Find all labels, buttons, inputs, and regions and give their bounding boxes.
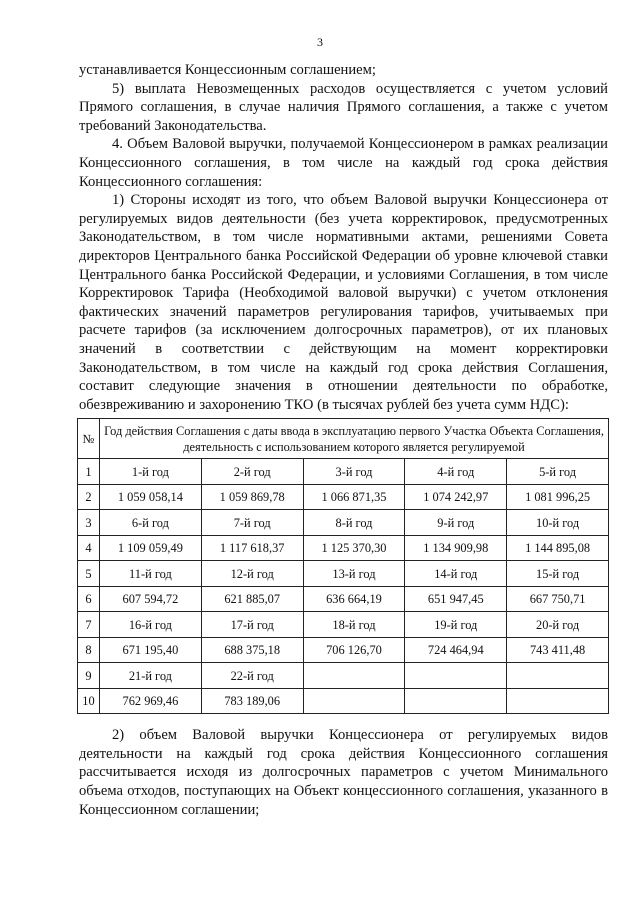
paragraph: 1) Стороны исходят из того, что объем Валовой выручки Концессионера от регулируемых видов деятельности (без учета корректировок, предусмотренных Законодательством, в том числе нормативными актами, решениями Совета директоров Центрального банка Российской Федерации об уровне ключевой ставки Центрального банка Российской Федерации, и условиями Соглашения, в том числе Корректировок Тарифа (Необходимой валовой выручки) с учетом отклонения фактических значений параметров регулирования тарифов, учитываемых при расчете тарифов (за исключением долгосрочных параметров), от их плановых значений в соответствии с действующим на момент корректировки Законодательством, в том числе на каждый год срока действия Соглашения, составит следующие значения в отношении деятельности по обработке, обезвреживанию и захоронению ТКО (в тысячах рублей без учета сумм НДС): — [79, 192, 608, 413]
table-cell: 3-й год — [303, 459, 405, 485]
table-cell: 1-й год — [100, 459, 202, 485]
table-cell: 1 074 242,97 — [405, 484, 507, 510]
table-cell: 15-й год — [507, 561, 609, 587]
table-cell: 1 081 996,25 — [507, 484, 609, 510]
paragraph: устанавливается Концессионным соглашением; — [79, 62, 376, 78]
table-cell — [303, 663, 405, 689]
document-body — [79, 61, 608, 819]
table-cell: 1 144 895,08 — [507, 535, 609, 561]
table-header-number: № — [78, 419, 100, 459]
table-cell: 671 195,40 — [100, 637, 202, 663]
table-row — [78, 561, 609, 587]
table-cell: 651 947,45 — [405, 586, 507, 612]
table-cell: 7-й год — [201, 510, 303, 536]
table-row — [78, 459, 609, 485]
table-row — [78, 663, 609, 689]
table-cell: 17-й год — [201, 612, 303, 638]
table-cell: 18-й год — [303, 612, 405, 638]
table-cell: 762 969,46 — [100, 688, 202, 714]
table-row-number: 5 — [78, 561, 100, 587]
page-number: 3 — [317, 35, 323, 49]
table-cell: 1 134 909,98 — [405, 535, 507, 561]
table-cell: 16-й год — [100, 612, 202, 638]
table-header-row — [78, 419, 609, 459]
table-row — [78, 535, 609, 561]
table-cell: 1 066 871,35 — [303, 484, 405, 510]
table-row — [78, 484, 609, 510]
table-row — [78, 510, 609, 536]
table-cell: 1 125 370,30 — [303, 535, 405, 561]
table-cell: 743 411,48 — [507, 637, 609, 663]
table-cell — [405, 688, 507, 714]
table-row-number: 9 — [78, 663, 100, 689]
table-cell — [303, 688, 405, 714]
table-cell: 607 594,72 — [100, 586, 202, 612]
table-row — [78, 612, 609, 638]
table-cell: 636 664,19 — [303, 586, 405, 612]
table-cell: 14-й год — [405, 561, 507, 587]
table-cell: 5-й год — [507, 459, 609, 485]
table-row-number: 8 — [78, 637, 100, 663]
table-row-number: 6 — [78, 586, 100, 612]
table-cell: 1 059 058,14 — [100, 484, 202, 510]
table-cell: 724 464,94 — [405, 637, 507, 663]
table-cell: 22-й год — [201, 663, 303, 689]
paragraph: 5) выплата Невозмещенных расходов осуществляется с учетом условий Прямого соглашения, в случае наличия Прямого соглашения, а также с учетом требований Законодательства. — [79, 80, 608, 134]
table-cell: 9-й год — [405, 510, 507, 536]
table-cell: 706 126,70 — [303, 637, 405, 663]
table-row — [78, 586, 609, 612]
table-cell — [507, 688, 609, 714]
table-header-text: Год действия Соглашения с даты ввода в эксплуатацию первого Участка Объекта Соглашения, деятельность с использованием которого является регулируемой — [100, 419, 609, 459]
table-row-number: 2 — [78, 484, 100, 510]
table-cell — [405, 663, 507, 689]
table-cell — [507, 663, 609, 689]
table-row — [78, 637, 609, 663]
table-cell: 1 059 869,78 — [201, 484, 303, 510]
table-cell: 783 189,06 — [201, 688, 303, 714]
table-row-number: 7 — [78, 612, 100, 638]
table-cell: 2-й год — [201, 459, 303, 485]
table-cell: 13-й год — [303, 561, 405, 587]
table-cell: 688 375,18 — [201, 637, 303, 663]
table-row-number: 3 — [78, 510, 100, 536]
table-cell: 4-й год — [405, 459, 507, 485]
table-cell: 10-й год — [507, 510, 609, 536]
table-cell: 667 750,71 — [507, 586, 609, 612]
table-cell: 21-й год — [100, 663, 202, 689]
table-row-number: 1 — [78, 459, 100, 485]
table-cell: 8-й год — [303, 510, 405, 536]
table-row-number: 4 — [78, 535, 100, 561]
table-cell: 12-й год — [201, 561, 303, 587]
table-cell: 11-й год — [100, 561, 202, 587]
table-cell: 1 109 059,49 — [100, 535, 202, 561]
table-cell: 621 885,07 — [201, 586, 303, 612]
revenue-table — [77, 418, 609, 714]
table-row — [78, 688, 609, 714]
table-cell: 19-й год — [405, 612, 507, 638]
table-cell: 1 117 618,37 — [201, 535, 303, 561]
paragraph: 2) объем Валовой выручки Концессионера от регулируемых видов деятельности на каждый год срока действия Концессионного соглашения рассчитывается исходя из долгосрочных параметров с учетом Минимального объема отходов, поступающих на Объект концессионного соглашения, указанного в Концессионном соглашении; — [79, 727, 608, 818]
table-row-number: 10 — [78, 688, 100, 714]
table-cell: 20-й год — [507, 612, 609, 638]
table-cell: 6-й год — [100, 510, 202, 536]
paragraph: 4. Объем Валовой выручки, получаемой Концессионером в рамках реализации Концессионного соглашения, в том числе на каждый год срока действия Концессионного соглашения: — [79, 136, 608, 190]
